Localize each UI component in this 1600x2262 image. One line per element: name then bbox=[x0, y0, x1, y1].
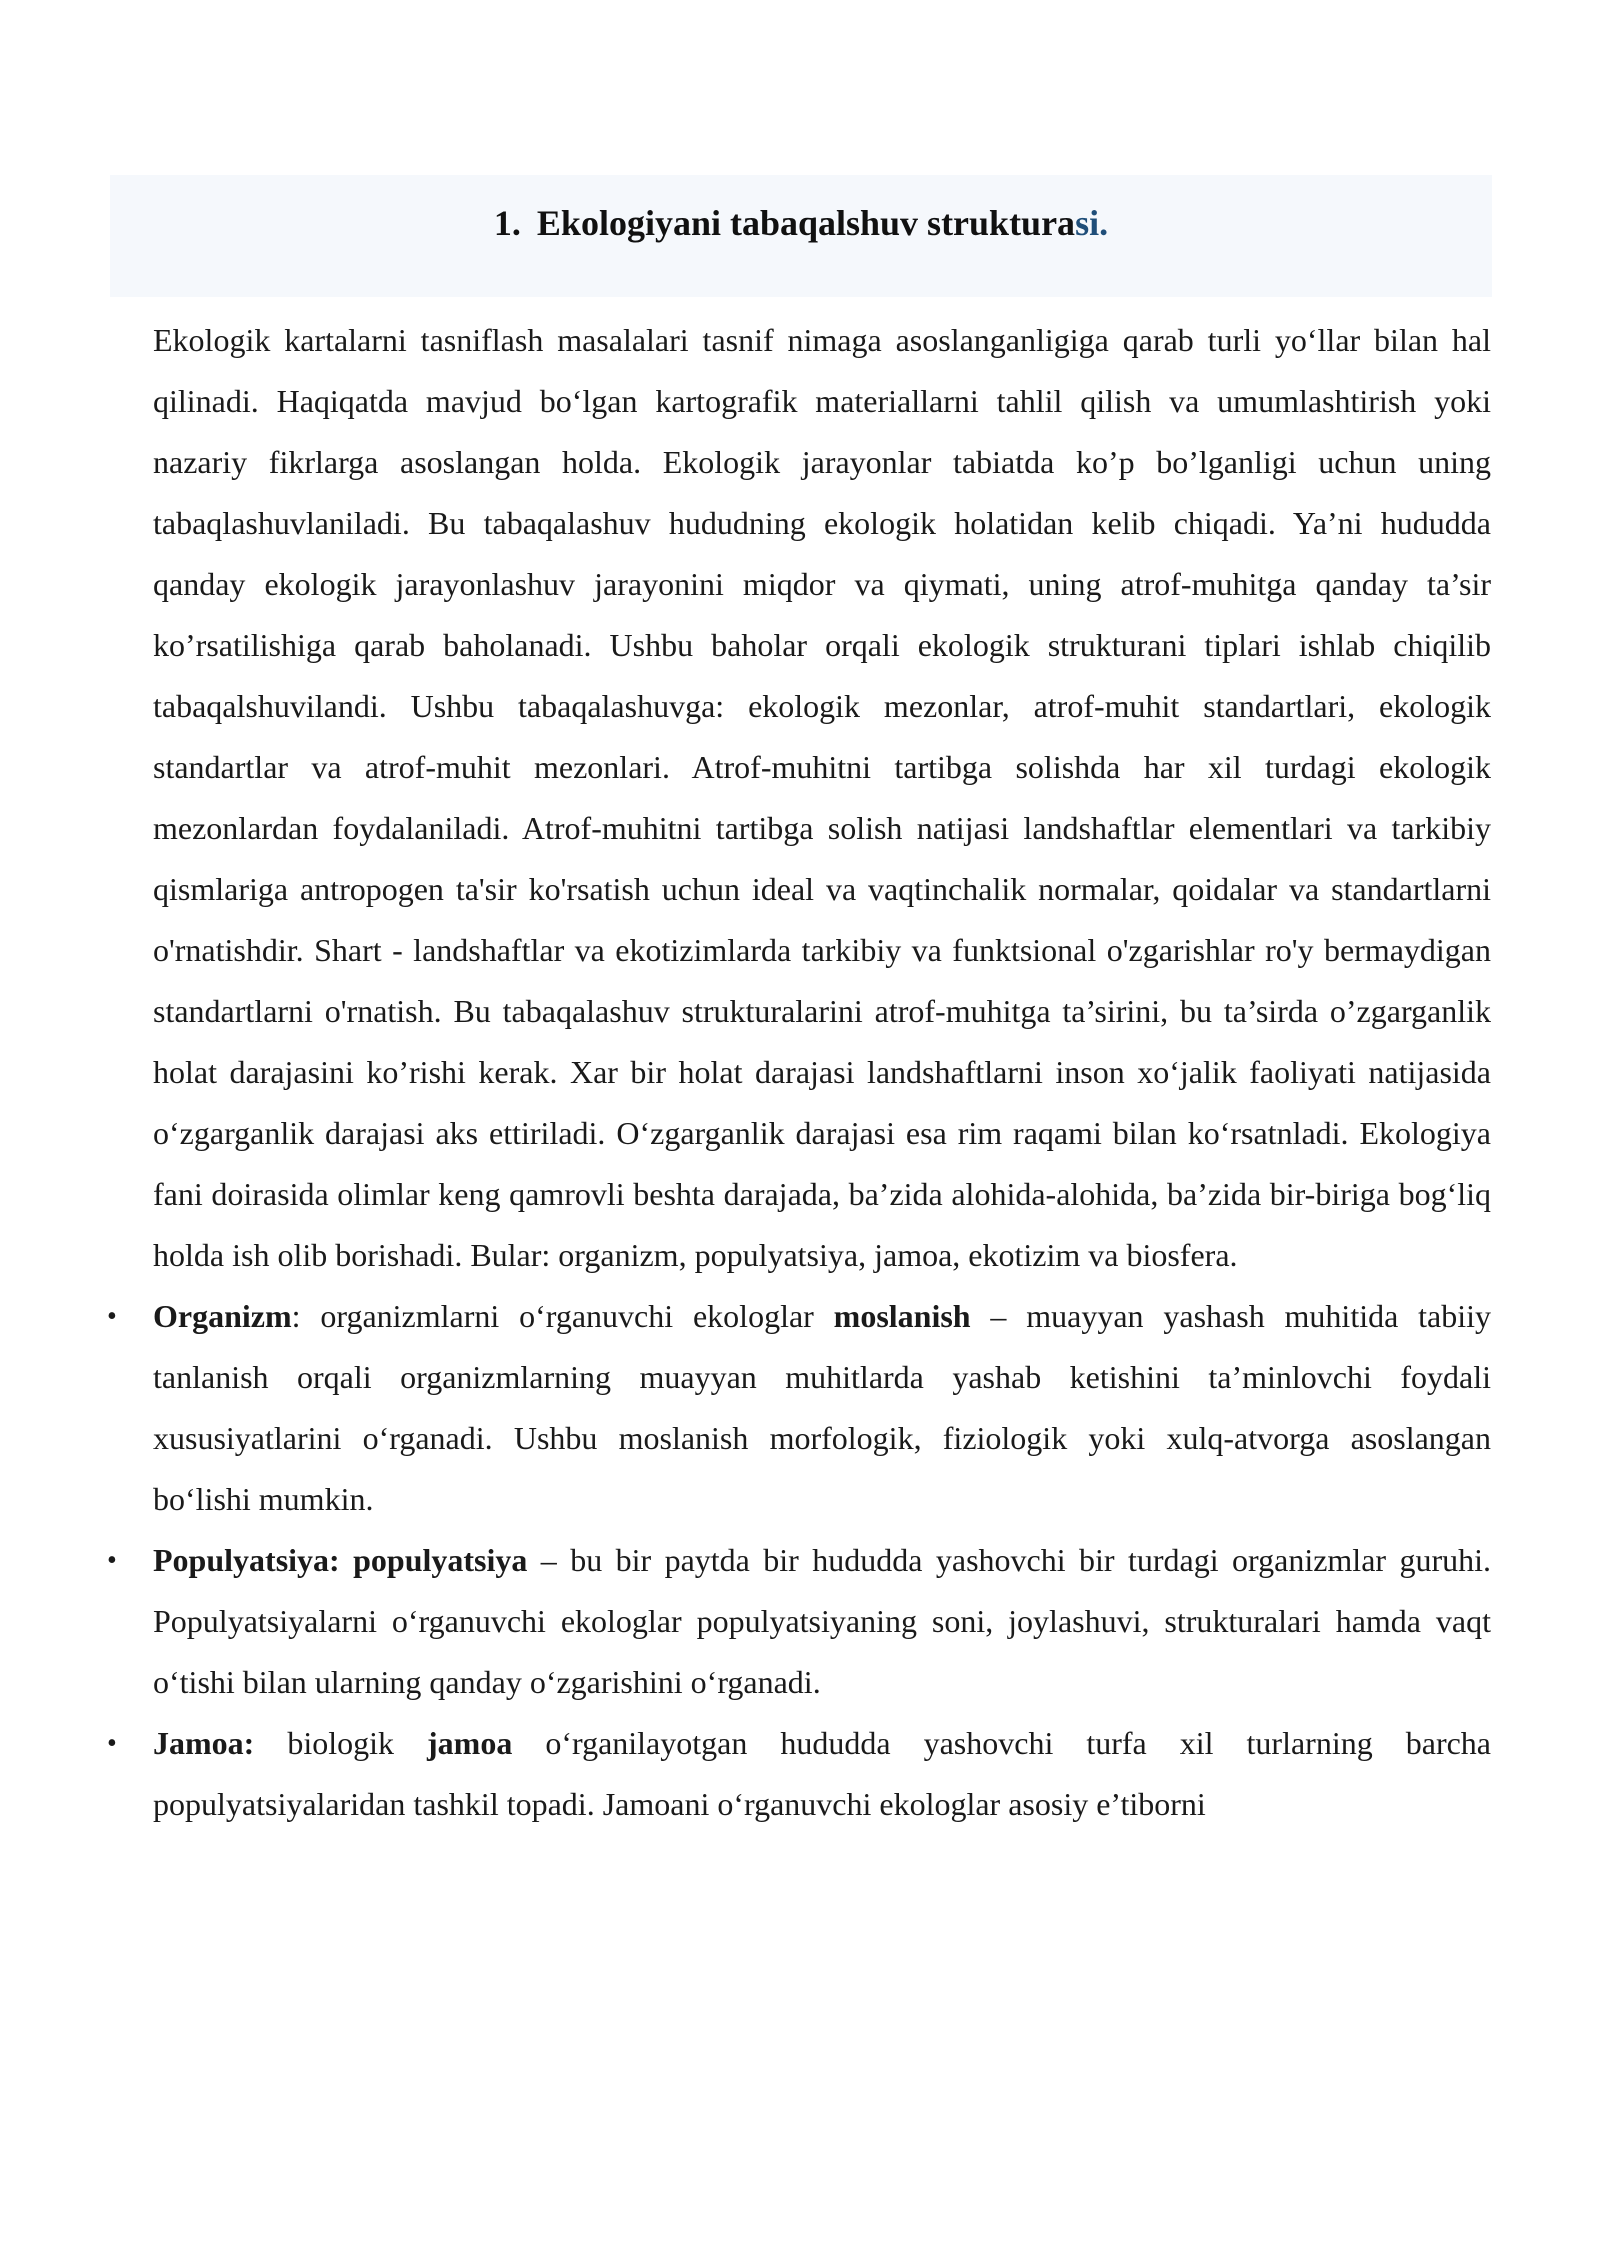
term-bold: jamoa bbox=[427, 1725, 513, 1761]
term-bold: moslanish bbox=[833, 1298, 971, 1334]
document-body bbox=[107, 310, 1492, 1835]
term-bold: Populyatsiya: populyatsiya bbox=[153, 1542, 528, 1578]
body-paragraph: Ekologik kartalarni tasniflash masalalari tasnif nimaga asoslanganligiga qarab turli yo‘llar bilan hal qilinadi. Haqiqatda mavjud bo‘lgan kartografik materiallarni tahlil qilish va umumlashtirish yoki nazariy fikrlarga asoslangan holda. Ekologik jarayonlar tabiatda ko’p bo’lganligi uchun uning tabaqlashuvlaniladi. Bu tabaqalashuv hududning ekologik holatidan kelib chiqadi. Ya’ni hududda qanday ekologik jarayonlashuv jarayonini miqdor va qiymati, uning atrof-muhitga qanday ta’sir ko’rsatilishiga qarab baholanadi. Ushbu baholar orqali ekologik strukturani tiplari ishlab chiqilib tabaqalshuvilandi. Ushbu tabaqalashuvga: ekologik mezonlar, atrof-muhit standartlari, ekologik standartlar va atrof-muhit mezonlari. Atrof-muhitni tartibga solishda har xil turdagi ekologik mezonlardan foydalaniladi. Atrof-muhitni tartibga solish natijasi landshaftlar elementlari va tarkibiy qismlariga antropogen ta'sir ko'rsatish uchun ideal va vaqtinchalik normalar, qoidalar va standartlarni o'rnatishdir. Shart - landshaftlar va ekotizimlarda tarkibiy va funktsional o'zgarishlar ro'y bermaydigan standartlarni o'rnatish. Bu tabaqalashuv strukturalarini atrof-muhitga ta’sirini, bu ta’sirda o’zgarganlik holat darajasini ko’rishi kerak. Xar bir holat darajasi landshaftlarni inson xo‘jalik faoliyati natijasida o‘zgarganlik darajasi aks ettiriladi. O‘zgarganlik darajasi esa rim raqami bilan ko‘rsatnladi. Ekologiya fani doirasida olimlar keng qamrovli beshta darajada, ba’zida alohida-alohida, ba’zida bir-biriga bog‘liq holda ish olib borishadi. Bular: organizm, populyatsiya, jamoa, ekotizim va biosfera. bbox=[153, 322, 1491, 1273]
bullet-icon: • bbox=[107, 1301, 117, 1332]
item-text: – muayyan yashash muhitida tabiiy tanlanish orqali organizmlarning muayyan muhitlarda yashab ketishini ta’minlovchi foydali xususiyatlarini o‘rganadi. Ushbu moslanish morfologik, fiziologik yoki xulq-atvorga asoslangan bo‘lishi mumkin. bbox=[153, 1298, 1492, 1517]
heading-title-main: Ekologiyani tabaqalshuv struktura bbox=[536, 203, 1076, 243]
list-item-organizm bbox=[107, 1286, 1492, 1530]
heading-title bbox=[537, 202, 1108, 244]
list-item-populyatsiya bbox=[107, 1530, 1492, 1713]
list-item-jamoa bbox=[107, 1713, 1492, 1835]
bullet-icon: • bbox=[107, 1545, 117, 1576]
term-bold: Jamoa: bbox=[153, 1725, 255, 1761]
heading-number: 1. bbox=[493, 203, 521, 243]
heading-band bbox=[110, 175, 1492, 297]
item-text: : organizmlarni o‘rganuvchi ekologlar bbox=[291, 1298, 834, 1334]
heading-title-tail: si. bbox=[1075, 203, 1109, 243]
section-heading bbox=[110, 175, 1492, 271]
term-bold: Organizm bbox=[153, 1298, 292, 1334]
item-text: o‘rganilayotgan hududda yashovchi turfa xil turlarning barcha populyatsiyalaridan tashkil topadi. Jamoani o‘rganuvchi ekologlar asosiy e’tiborni bbox=[153, 1725, 1492, 1822]
item-text: – bu bir paytda bir hududda yashovchi bir turdagi organizmlar guruhi. Populyatsiyalarni o‘rganuvchi ekologlar populyatsiyaning soni, joylashuvi, strukturalari hamda vaqt o‘tishi bilan ularning qanday o‘zgarishini o‘rganadi. bbox=[153, 1542, 1492, 1700]
bullet-icon: • bbox=[107, 1728, 117, 1759]
bullet-list bbox=[107, 1286, 1492, 1835]
item-text: biologik bbox=[254, 1725, 428, 1761]
